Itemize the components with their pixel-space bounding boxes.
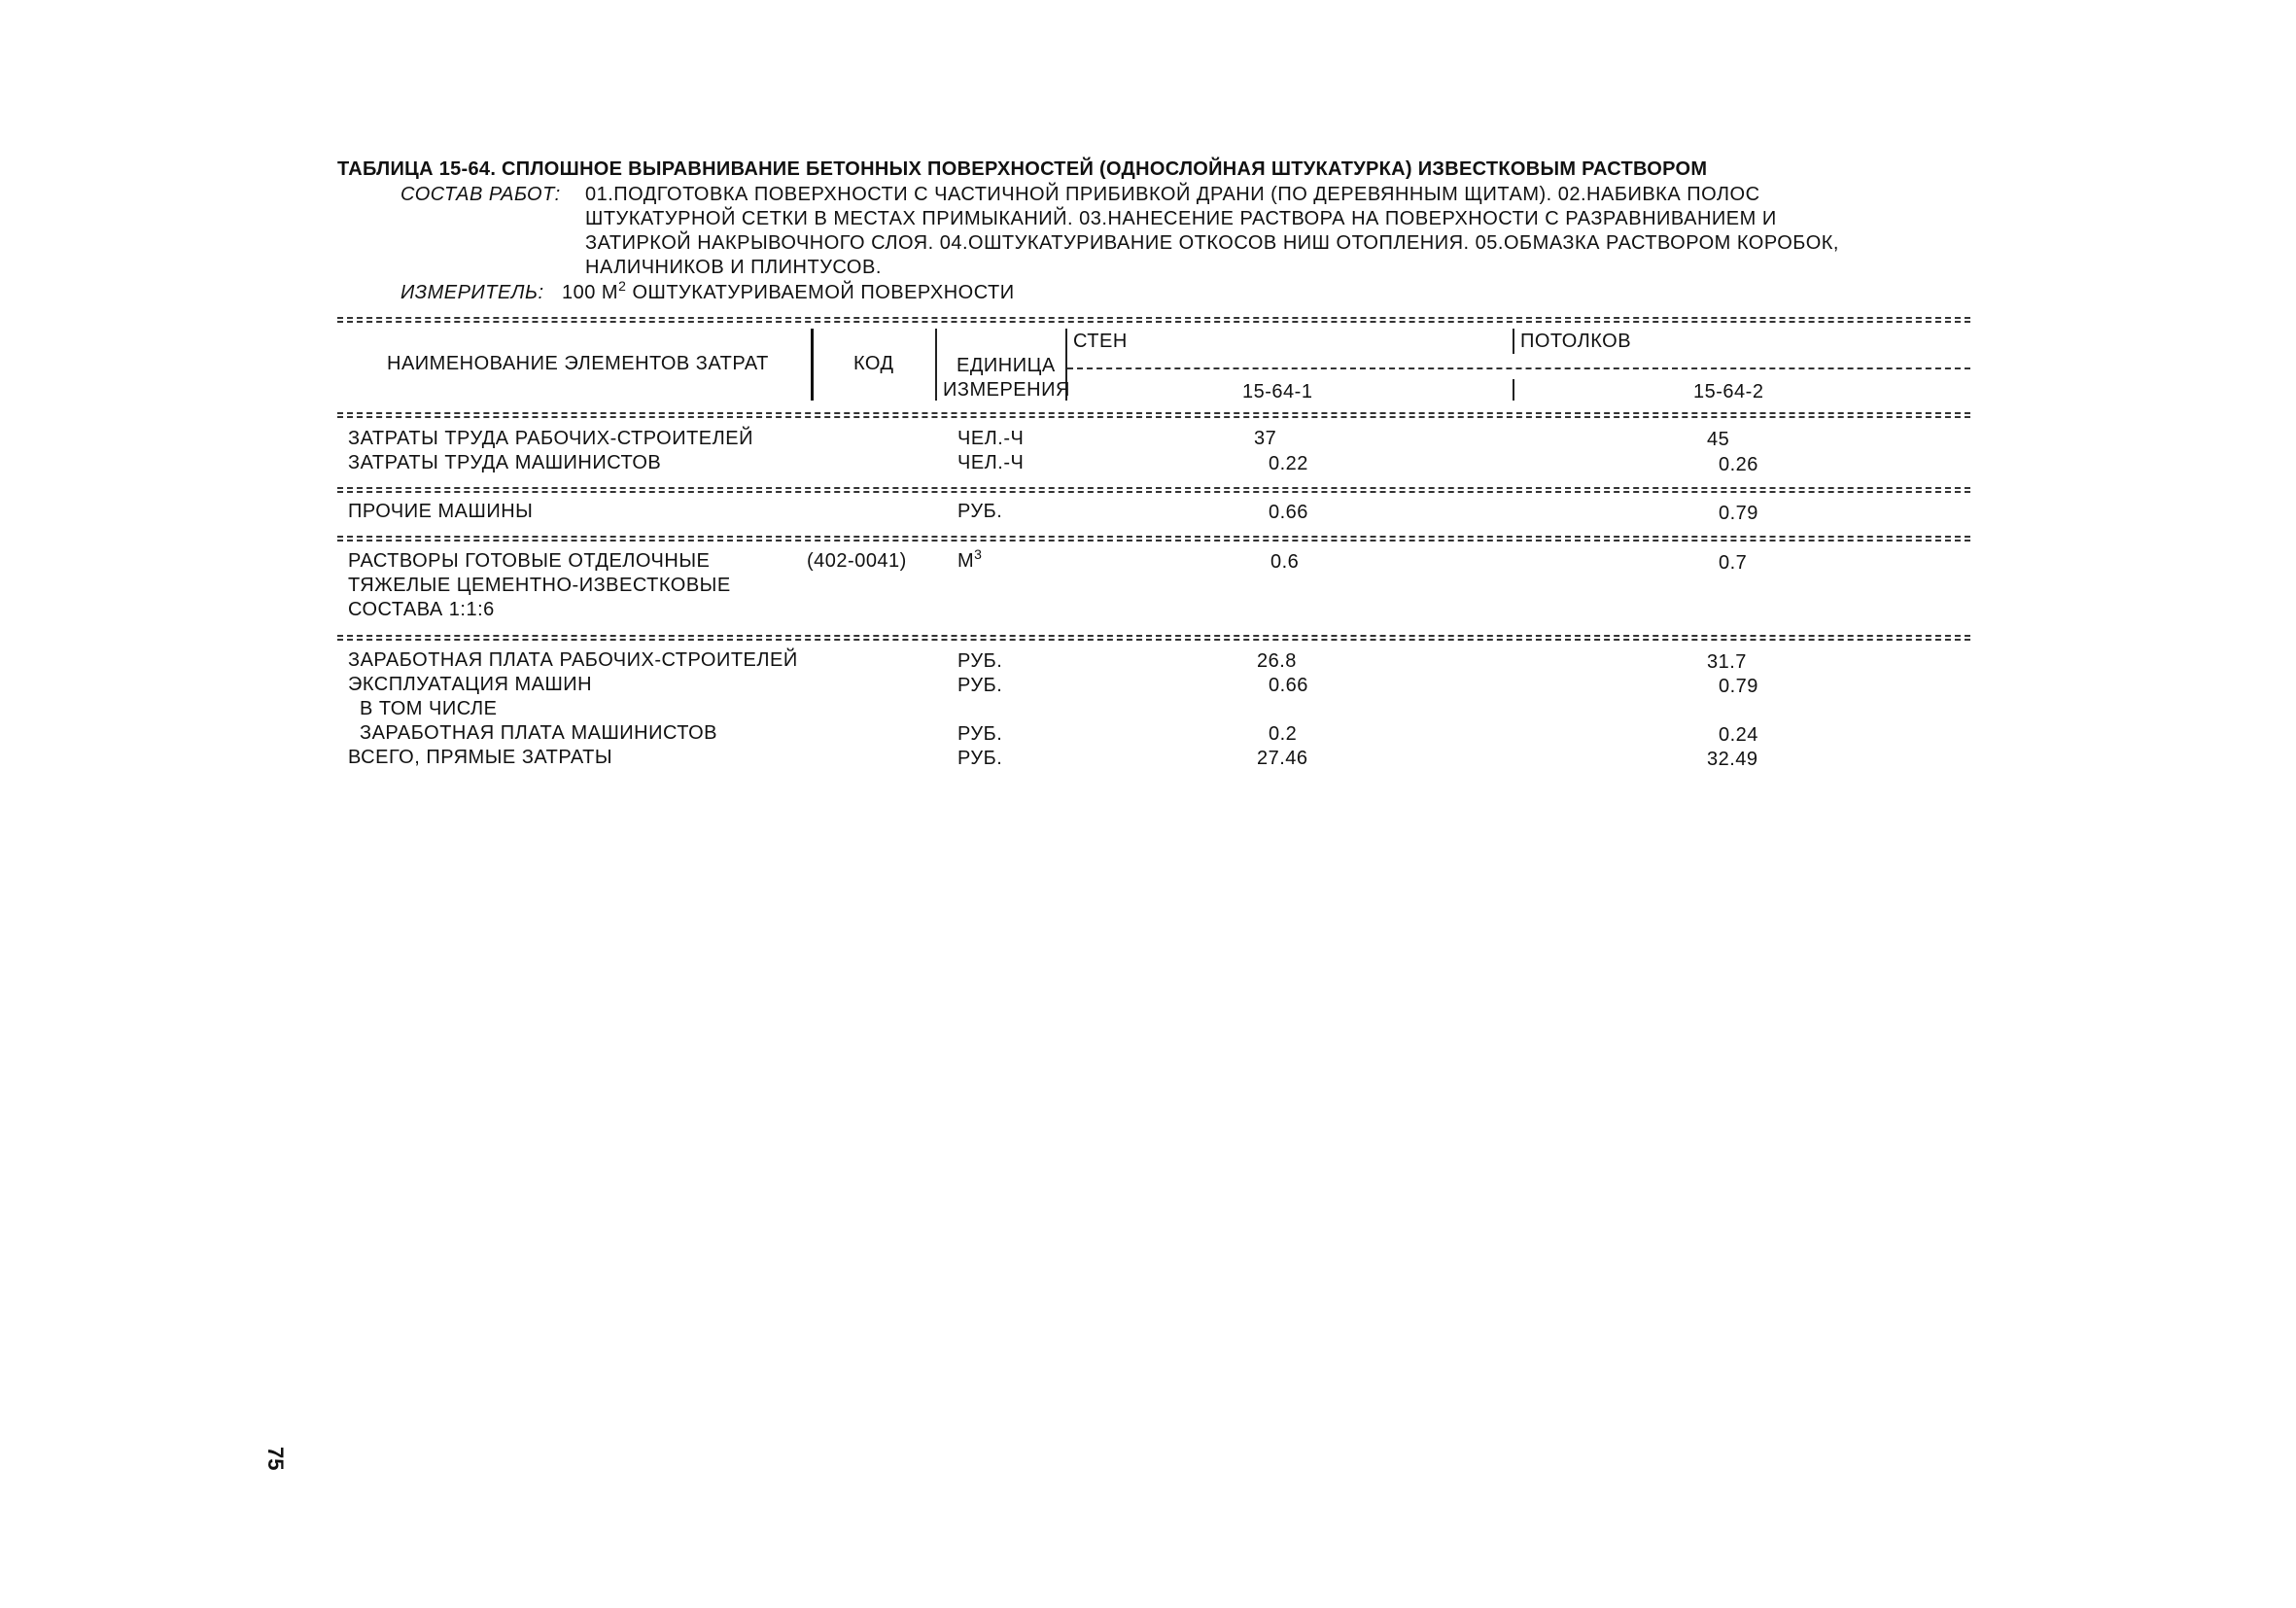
row-4-unit-sup: 3	[974, 546, 983, 562]
col-divider-name	[811, 329, 814, 401]
row-8-name: ЗАРАБОТНАЯ ПЛАТА МАШИНИСТОВ	[360, 722, 717, 744]
header-name: НАИМЕНОВАНИЕ ЭЛЕМЕНТОВ ЗАТРАТ	[387, 353, 769, 374]
rule-section-2b	[337, 540, 1970, 542]
rule-header-bottom-2	[337, 416, 1970, 418]
row-1-v2: 45	[1707, 429, 1730, 450]
rule-section-1b	[337, 491, 1970, 493]
row-6-v1: 0.66	[1269, 675, 1308, 696]
header-unit-2: ИЗМЕРЕНИЯ	[943, 379, 1070, 401]
row-9-unit: РУБ.	[957, 748, 1003, 769]
row-2-unit: ЧЕЛ.-Ч	[957, 452, 1025, 473]
row-4-name-3: СОСТАВА 1:1:6	[348, 599, 495, 620]
row-3-v1: 0.66	[1269, 502, 1308, 523]
row-6-v2: 0.79	[1719, 676, 1758, 697]
work-line-2: ШТУКАТУРНОЙ СЕТКИ В МЕСТАХ ПРИМЫКАНИЙ. 03.НАНЕСЕНИЕ РАСТВОРА НА ПОВЕРХНОСТИ С РАЗРАВНИВАНИЕМ И	[585, 208, 1777, 229]
row-1-name: ЗАТРАТЫ ТРУДА РАБОЧИХ-СТРОИТЕЛЕЙ	[348, 428, 753, 449]
rule-group	[1067, 367, 1970, 369]
work-line-3: ЗАТИРКОЙ НАКРЫВОЧНОГО СЛОЯ. 04.ОШТУКАТУРИВАНИЕ ОТКОСОВ НИШ ОТОПЛЕНИЯ. 05.ОБМАЗКА РАСТВОРОМ КОРОБОК,	[585, 232, 1839, 254]
row-2-v1: 0.22	[1269, 453, 1308, 474]
col-divider-group	[1513, 329, 1514, 354]
row-4-name-2: ТЯЖЕЛЫЕ ЦЕМЕНТНО-ИЗВЕСТКОВЫЕ	[348, 575, 731, 596]
row-5-v1: 26.8	[1257, 650, 1297, 672]
header-group-walls: СТЕН	[1073, 331, 1128, 352]
row-3-v2: 0.79	[1719, 503, 1758, 524]
row-8-v2: 0.24	[1719, 724, 1758, 746]
work-label: СОСТАВ РАБОТ:	[400, 184, 561, 205]
measure-text	[562, 278, 1015, 304]
rule-top-2	[337, 321, 1970, 323]
measure-suffix: ОШТУКАТУРИВАЕМОЙ ПОВЕРХНОСТИ	[626, 282, 1015, 303]
row-4-v1: 0.6	[1270, 551, 1300, 573]
row-4-name: РАСТВОРЫ ГОТОВЫЕ ОТДЕЛОЧНЫЕ	[348, 550, 711, 572]
col-divider-code	[935, 329, 937, 401]
rule-section-3b	[337, 639, 1970, 641]
table-title: ТАБЛИЦА 15-64. СПЛОШНОЕ ВЫРАВНИВАНИЕ БЕТОННЫХ ПОВЕРХНОСТЕЙ (ОДНОСЛОЙНАЯ ШТУКАТУРКА) ИЗВЕСТКОВЫМ РАСТВОРОМ	[337, 158, 1708, 180]
measure-label: ИЗМЕРИТЕЛЬ:	[400, 282, 544, 303]
row-6-name: ЭКСПЛУАТАЦИЯ МАШИН	[348, 674, 593, 695]
rule-section-3	[337, 635, 1970, 637]
rule-header-bottom	[337, 412, 1970, 414]
header-code-ceilings: 15-64-2	[1693, 381, 1764, 402]
work-line-1: 01.ПОДГОТОВКА ПОВЕРХНОСТИ С ЧАСТИЧНОЙ ПРИБИВКОЙ ДРАНИ (ПО ДЕРЕВЯННЫМ ЩИТАМ). 02.НАБИВКА ПОЛОС	[585, 184, 1760, 205]
row-2-name: ЗАТРАТЫ ТРУДА МАШИНИСТОВ	[348, 452, 662, 473]
row-7-name: В ТОМ ЧИСЛЕ	[360, 698, 498, 719]
row-4-unit-base: М	[957, 550, 975, 572]
row-2-v2: 0.26	[1719, 454, 1758, 475]
row-5-v2: 31.7	[1707, 651, 1747, 673]
header-code-walls: 15-64-1	[1242, 381, 1313, 402]
row-1-unit: ЧЕЛ.-Ч	[957, 428, 1025, 449]
col-divider-code-row	[1513, 379, 1514, 401]
row-4-code: (402-0041)	[807, 550, 907, 572]
row-8-v1: 0.2	[1269, 723, 1298, 745]
row-5-name: ЗАРАБОТНАЯ ПЛАТА РАБОЧИХ-СТРОИТЕЛЕЙ	[348, 649, 798, 671]
row-9-name: ВСЕГО, ПРЯМЫЕ ЗАТРАТЫ	[348, 747, 613, 768]
row-9-v2: 32.49	[1707, 749, 1758, 770]
header-group-ceilings: ПОТОЛКОВ	[1520, 331, 1632, 352]
header-unit-1: ЕДИНИЦА	[957, 355, 1056, 376]
row-9-v1: 27.46	[1257, 748, 1308, 769]
rule-section-1	[337, 487, 1970, 489]
work-line-4: НАЛИЧНИКОВ И ПЛИНТУСОВ.	[585, 257, 882, 278]
measure-sup: 2	[618, 278, 627, 294]
rule-top	[337, 317, 1970, 319]
row-8-unit: РУБ.	[957, 723, 1003, 745]
row-4-unit	[957, 546, 983, 573]
row-6-unit: РУБ.	[957, 675, 1003, 696]
page-number: 75	[263, 1447, 288, 1471]
row-3-unit: РУБ.	[957, 501, 1003, 522]
rule-section-2	[337, 536, 1970, 538]
measure-prefix: 100 М	[562, 282, 619, 303]
row-3-name: ПРОЧИЕ МАШИНЫ	[348, 501, 534, 522]
header-code: КОД	[853, 353, 894, 374]
row-4-v2: 0.7	[1719, 552, 1748, 574]
row-5-unit: РУБ.	[957, 650, 1003, 672]
row-1-v1: 37	[1254, 428, 1277, 449]
